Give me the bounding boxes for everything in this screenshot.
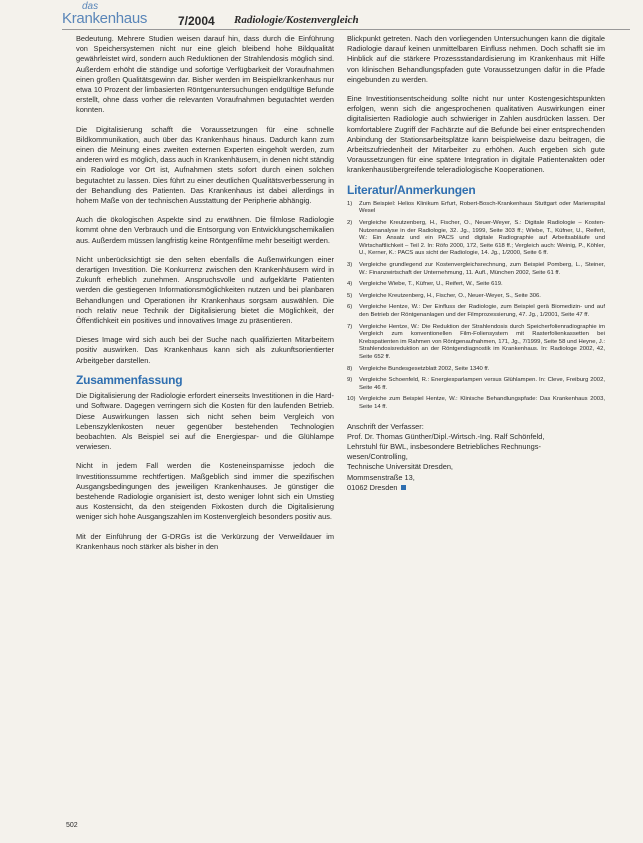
author-line: Prof. Dr. Thomas Günther/Dipl.-Wirtsch.-Ing. Ralf Schönfeld,	[347, 431, 545, 441]
author-line: Lehrstuhl für BWL, insbesondere Betriebliches Rechnungs-	[347, 441, 541, 451]
summary-heading: Zusammenfassung	[76, 372, 183, 387]
section-title: Radiologie/Kostenvergleich	[234, 14, 359, 26]
reference-text: Vergleiche Hentze, W.: Der Einfluss der Radiologie, zum Beispiel gerä Biomedizin- und auf den Betrieb der Röntgenanlagen und der Filmprozessierung, 47. Jg., 1/2001, Seite 47 ff.	[359, 304, 605, 318]
paragraph: Eine Investitionsentscheidung sollte nicht nur unter Kostengesichtspunkten erfolgen, wenn sich die angesprochenen qualitativen Auswirkungen einer digitalisierten Radiologie auch schwieriger in Zahlen ausdrücken lassen. Der komfortablere Zugriff der Fachärzte auf die Befunde bei einer entsprechenden Anbindung der Stationsarbeitsplätze kann beispielweise dazu beitragen, die Arbeitszufriedenheit der Mitarbeiter zu erhöhen. Auch ergeben sich gute Voraussetzungen für eine spätere Integration in digitale Patientenakten oder krankenhausübergreifende teleradiologische Kooperationen.	[347, 94, 605, 175]
paragraph: Dieses Image wird sich auch bei der Suche nach qualifizierten Mitarbeitern positiv auswirken. Das Krankenhaus kann sich als zukunftsorientierter Arbeitgeber darstellen.	[76, 335, 334, 365]
reference-number: 9)	[347, 377, 353, 384]
reference-number: 2)	[347, 220, 353, 227]
references-heading: Literatur/Anmerkungen	[347, 182, 476, 197]
paragraph: Nicht unberücksichtigt sie den selten ebenfalls die Außenwirkungen einer derartigen Investition. Die Konkurrenz zwischen den Krankenhäusern wird in Zukunft erheblich zunehmen. Anspruchsvolle und aufgeklärte Patienten werden die gestiegenen Informationsmöglichkeiten nutzen und bei planbaren Behandlungen und Operationen ihr Krankenhaus sorgsam auswählen. Die noch relativ neue Technik der Digitalisierung bietet die Möglichkeit, der Öffentlichkeit ein positives und innovatives Image zu präsentieren.	[76, 254, 334, 326]
reference-text: Zum Beispiel: Helios Klinikum Erfurt, Robert-Bosch-Krankenhaus Stuttgart oder Marienspital Wesel	[359, 200, 605, 215]
paragraph: Die Digitalisierung schafft die Voraussetzungen für eine schnelle Bildkommunikation, auch über das Krankenhaus hinaus. Dadurch kann zum einen die Meinung eines zweiten externen Experten eingeholt werden, zum anderen wird es möglich, dass auch in Krankenhäusern, in denen nicht ständig ein Radiologe vor Ort ist, Aufnahmen stets sofort durch einen solchen begutachtet zu lassen. Dies führt zu einer deutlichen Qualitätsverbesserung in der Behandlung des Patienten. Das Krankenhaus ist dabei allerdings in hohem Maße von der technischen Ausstattung der Peripherie abhängig.	[76, 124, 335, 206]
paragraph: Auch die ökologischen Aspekte sind zu erwähnen. Die filmlose Radiologie kommt ohne den Verbrauch und die Entsorgung von Entwicklungschemikalien aus. Außerdem müssen langfristig keine Röntgenfilme mehr beseitigt werden.	[76, 215, 334, 245]
reference-text: Vergleiche Schoenfeld, R.: Energiesparlampen versus Glühlampen. In: Cleve, Freiburg 2002, Seite 46 ff.	[359, 377, 605, 391]
reference-number: 8)	[347, 365, 353, 372]
reference-number: 5)	[347, 292, 353, 299]
reference-text: Vergleiche zum Beispiel Hentze, W.: Klinische Behandlungspfade: Das Krankenhaus 2003, Seite 14 ff.	[359, 396, 605, 410]
paragraph: Die Digitalisierung der Radiologie erfordert einerseits Investitionen in die Hard- und Software. Dagegen verringern sich die Kosten für den laufenden Betrieb. Diese Auswirkungen lassen sich nicht sehen beim Vergleich von Lebenszyklenkosten neuer gegenüber bestehenden Technologien beobachten. Als Beispiel sei auf die Energiespar- und die Glühlampe verwiesen.	[76, 391, 334, 452]
right-column	[347, 34, 605, 493]
references-list	[347, 201, 605, 412]
header-rule	[62, 29, 630, 30]
end-mark-icon	[401, 485, 406, 490]
page-header	[62, 0, 622, 28]
left-column	[76, 34, 334, 561]
reference-item	[347, 293, 605, 301]
reference-text: Vergleiche Kreutzenberg, H., Fischer, O., Neuer-Weyer, S., Seite 306.	[359, 292, 541, 299]
reference-item	[347, 201, 605, 216]
reference-item	[347, 281, 605, 289]
reference-text: Vergleiche grundlegend zur Kostenvergleichsrechnung, zum Beispiel Pomberg, L., Steiner, W.: Finanzwirtschaft der Unternehmung, 11. Aufl., München 2002, Seite 61 ff.	[359, 262, 605, 276]
author-line: Technische Universität Dresden,	[347, 462, 453, 472]
reference-text: Vergleiche Bundesgesetzblatt 2002, Seite 1340 ff.	[359, 365, 490, 372]
reference-text: Vergleiche Kreutzenberg, H., Fischer, O., Neuer-Weyer, S.: Digitale Radiologie – Kosten-Nutzenanalyse in der Radiologie, 32. Jg., 1999, Seite 303 ff.; Wiebe, T., Küfner, U., Reifert, W.: Ein Ansatz und ein PACS und digitale Radiographie auf Arbeitsabläufe und Wirtschaftlichkeit – Teil 2. In: Röfo 2000, 172, Seite 618 ff.; Vergleich auch: Weinig, P., Köhler, U., Kerner, K.: PACS aus sicht der Radiologie, 14. Jg., 1/2000, Seite 6 ff.	[359, 220, 605, 257]
journal-logo: Krankenhaus	[62, 10, 148, 27]
author-city-line	[347, 483, 605, 493]
reference-item	[347, 324, 605, 362]
paragraph: Blickpunkt getreten. Nach den vorliegenden Untersuchungen kann die digitale Radiologie darauf keinen unmittelbaren Einfluss nehmen. Doch schafft sie im Hinblick auf die stärkere Prozessstandardisierung im Krankenhaus mit Hilfe von klinischen Behandlungspfaden gute Voraussetzungen dafür in die Pfade eingebunden zu werden.	[347, 34, 605, 84]
paragraph: Nicht in jedem Fall werden die Kosteneinsparnisse jedoch die Investitionssumme rechtfertigen. Maßgeblich sind immer die spezifischen Ausgangsbedingungen des jeweiligen Krankenhauses. Je günstiger die bestehende Radiologie organisiert ist, desto weniger lohnt sich ein Umstieg aus Kostensicht, da den steigenden Fixkosten durch die Digitalisierung weniger sich hohe Ausgangszahlen im Kostenvergleich besonders positiv aus.	[76, 461, 334, 522]
page-number: 502	[66, 822, 78, 829]
author-line: wesen/Controlling,	[347, 452, 408, 462]
paragraph: Bedeutung. Mehrere Studien weisen darauf hin, dass durch die Einführung von Speichersystemen nicht nur eine gleich bleibend hohe Bildqualität gewährleistet wird, sondern auch Reduktionen der Strahlendosis möglich sind. Außerdem erhöht die ständige und sofortige Verfügbarkeit der Voraufnahmen einen großen Qualitätsgewinn dar. Bisher werden im Beispielkrankenhaus nur etwa 10 Prozent der limbasierten Röntgenuntersuchungen endgültige Befunde erstellt, ohne dass vorher die relevanten Voraufnahmen begutachtet werden konnten.	[76, 34, 334, 115]
author-line: Mommsenstraße 13,	[347, 472, 415, 482]
reference-item	[347, 366, 605, 374]
reference-text: Vergleiche Wiebe, T., Küfner, U., Reifert, W., Seite 619.	[359, 281, 503, 288]
reference-item	[347, 262, 605, 277]
reference-item	[347, 396, 605, 411]
author-label: Anschrift der Verfasser:	[347, 421, 424, 431]
author-address	[347, 422, 605, 493]
reference-item	[347, 220, 605, 258]
reference-number: 10)	[347, 396, 356, 403]
reference-item	[347, 377, 605, 392]
reference-text: Vergleiche Hentze, W.: Die Reduktion der Strahlendosis durch Speicherfolienradiographie im Vergleich zum konventionellen Film-Foliensystem mit Rasterfolienkassetten bei Krebspatienten im Rahmen von Röntgenaufnahmen, 171, Jg., 7/1999, Seite 58 und Heyne, J.: Strahlendosisreduktion an der Röntgendiagnostik im Krankenhaus. In: Radiologe 2002, 42, Seite 652 ff.	[359, 323, 605, 360]
reference-number: 6)	[347, 304, 353, 311]
reference-number: 1)	[347, 200, 353, 207]
reference-number: 3)	[347, 262, 353, 268]
paragraph: Mit der Einführung der G-DRGs ist die Verkürzung der Verweildauer im Krankenhaus noch stärker als bisher in den	[76, 531, 334, 551]
issue-number: 7/2004	[178, 14, 215, 28]
reference-item	[347, 304, 605, 319]
journal-logo-das: das	[82, 1, 99, 12]
reference-number: 7)	[347, 323, 353, 330]
author-line: 01062 Dresden	[347, 482, 398, 492]
reference-number: 4)	[347, 281, 353, 288]
